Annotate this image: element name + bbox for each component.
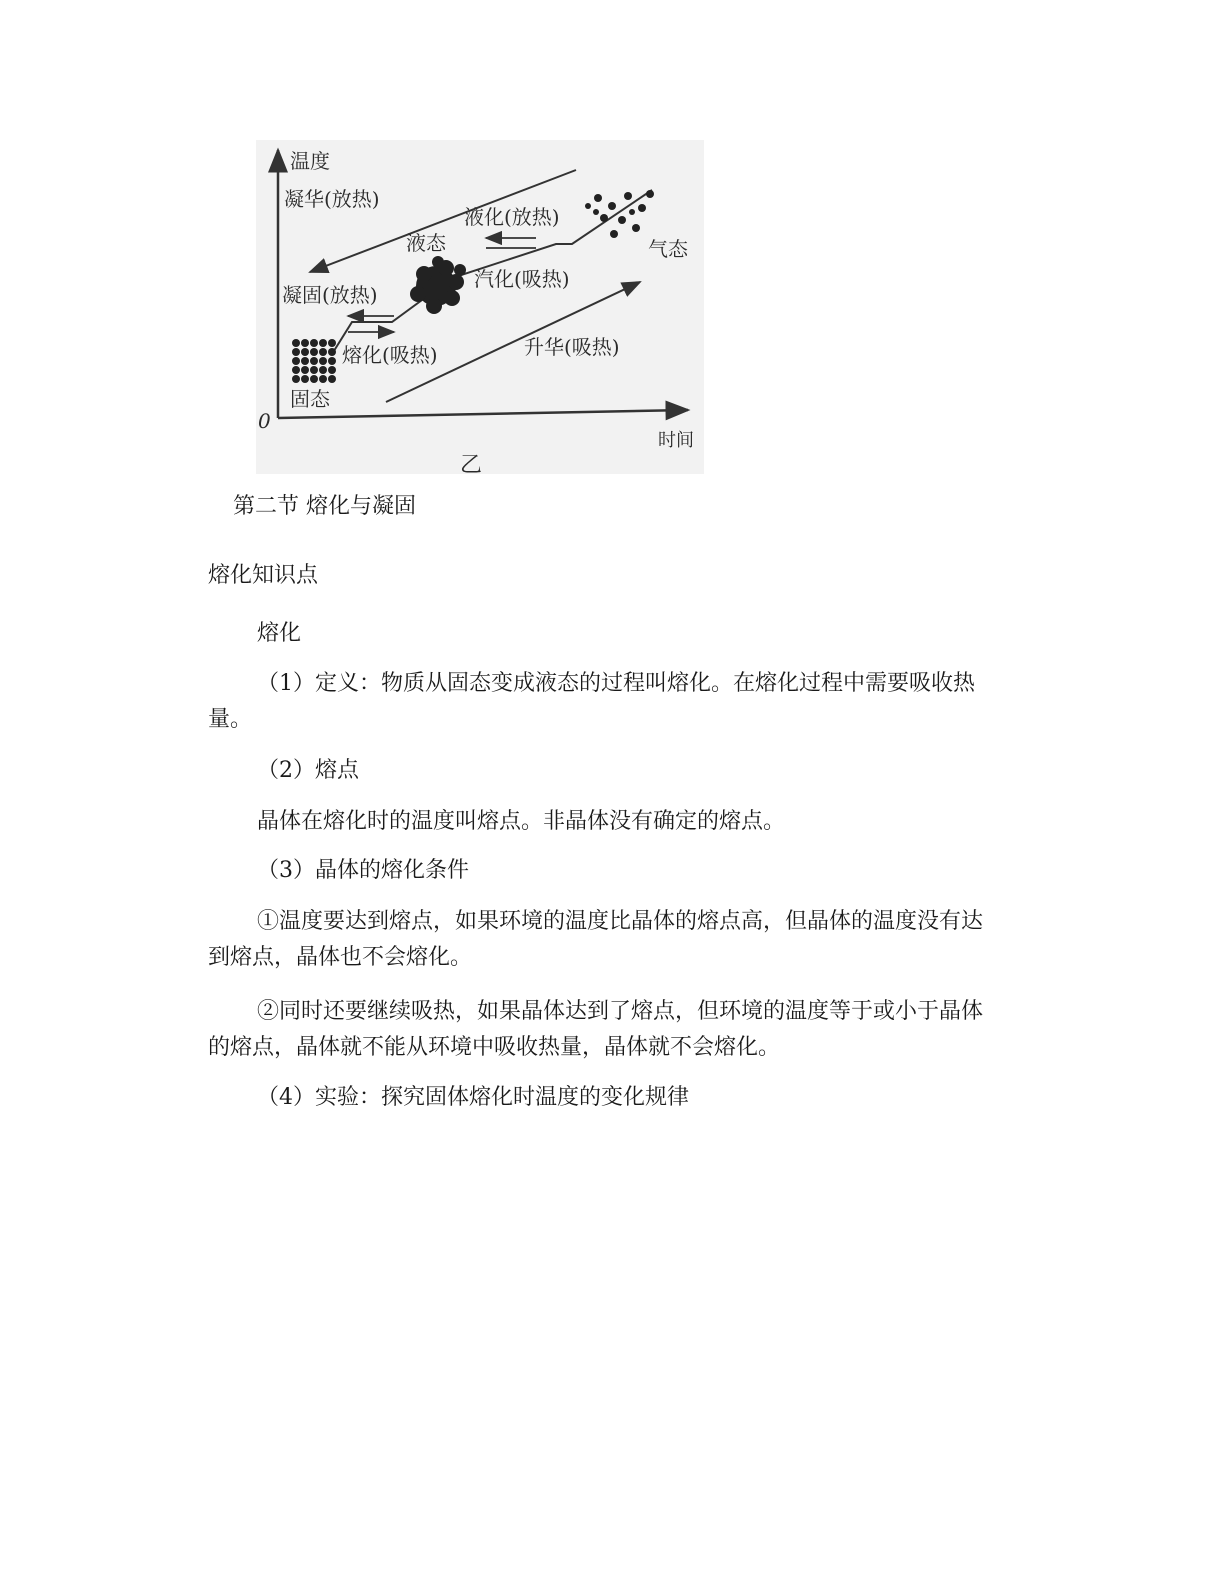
figure-caption: 乙 [460, 453, 483, 474]
experiment-heading: （4）实验：探究固体熔化时温度的变化规律 [257, 1085, 689, 1110]
knowledge-points-title: 熔化知识点 [208, 563, 319, 588]
y-axis-label: 温度 [290, 149, 330, 173]
condition-two-text: ②同时还要继续吸热，如果晶体达到了熔点，但环境的温度等于或小于晶体的熔点，晶体就不能从环境中吸收热量，晶体就不会熔化。 [208, 999, 984, 1060]
solidification-label: 凝固(放热) [282, 283, 378, 307]
melting-conditions-heading: （3）晶体的熔化条件 [257, 858, 469, 883]
desublimation-label: 凝华(放热) [284, 187, 380, 211]
liquid-particles [410, 256, 466, 314]
x-axis-label: 时间 [658, 430, 694, 451]
subsection-title: 熔化 [257, 621, 302, 646]
origin-label: 0 [258, 409, 271, 433]
liquefaction-label: 液化(放热) [464, 205, 560, 229]
state-change-diagram [256, 140, 704, 474]
solid-particles [292, 339, 336, 383]
gas-state-label: 气态 [648, 237, 688, 261]
state-change-figure [256, 140, 704, 474]
solid-state-label: 固态 [290, 387, 330, 411]
definition-text: （1）定义：物质从固态变成液态的过程叫熔化。在熔化过程中需要吸收热量。 [208, 671, 975, 732]
sublimation-label: 升华(吸热) [524, 335, 620, 359]
melting-label: 熔化(吸热) [342, 343, 438, 367]
x-axis [278, 410, 688, 418]
gas-particles [585, 190, 654, 238]
condition-two-paragraph [208, 994, 998, 1066]
condition-one-paragraph [208, 904, 998, 976]
section-title: 第二节 熔化与凝固 [233, 494, 416, 519]
melting-point-heading: （2）熔点 [257, 758, 359, 783]
melting-point-text: 晶体在熔化时的温度叫熔点。非晶体没有确定的熔点。 [257, 809, 786, 834]
condition-one-text: ①温度要达到熔点，如果环境的温度比晶体的熔点高，但晶体的温度没有达到熔点，晶体也不会熔化。 [208, 909, 984, 970]
liquid-state-label: 液态 [406, 231, 446, 255]
definition-paragraph [208, 666, 998, 738]
vaporization-label: 汽化(吸热) [474, 267, 570, 291]
